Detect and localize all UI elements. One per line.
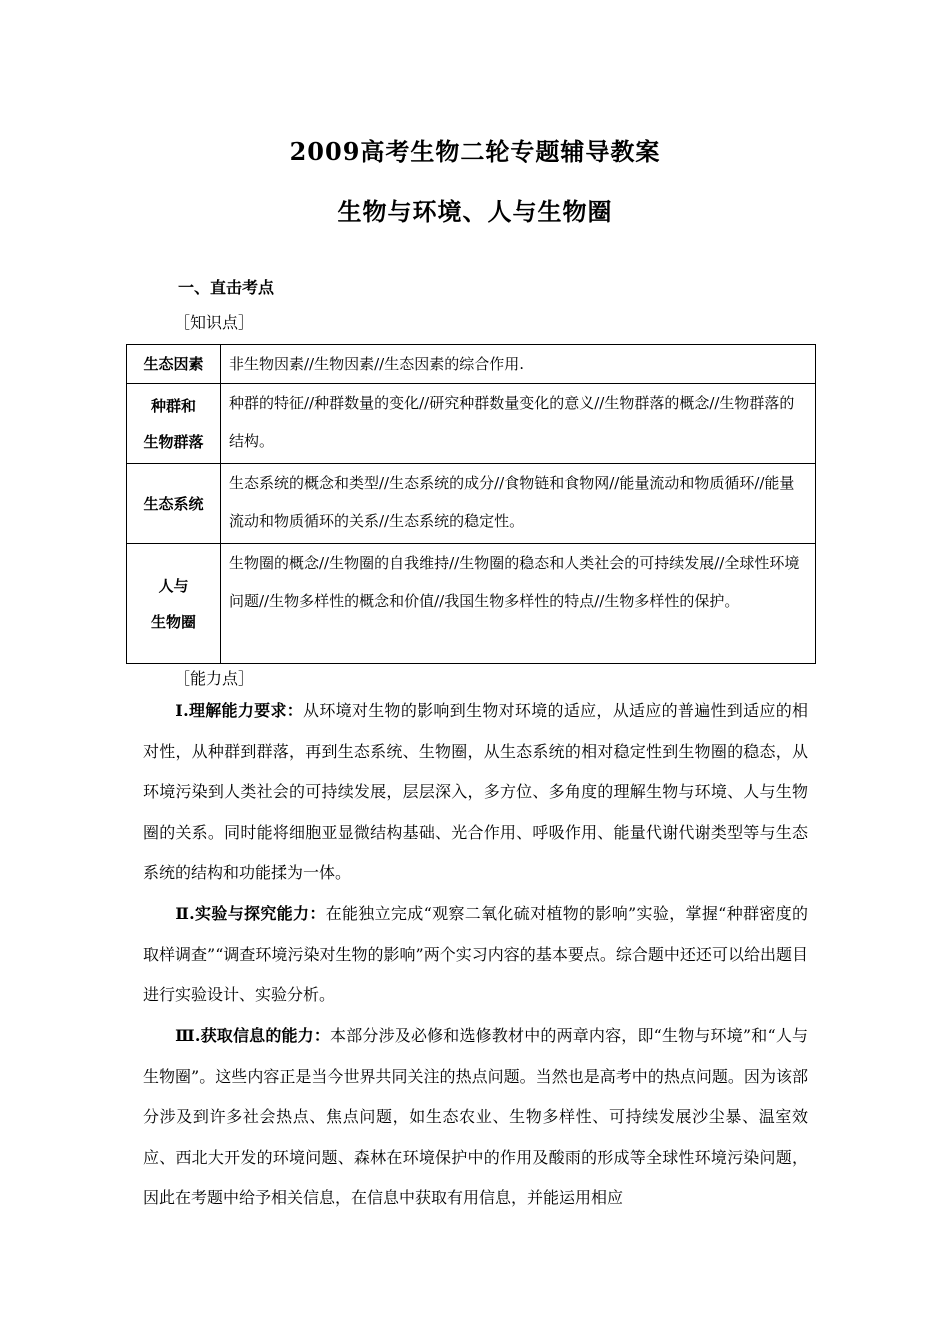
row-label-line: 人与 [158,576,189,595]
row-label [127,384,221,464]
table-row [127,345,816,384]
ability-heading: Ⅲ.获取信息的能力： [175,1026,331,1045]
table-row [127,384,816,464]
row-content: 生态系统的概念和类型//生态系统的成分//食物链和食物网//能量流动和物质循环//能量流动和物质循环的关系//生态系统的稳定性。 [221,464,816,544]
ability-paragraph-experiment [143,894,808,1016]
ability-heading: Ⅰ.理解能力要求： [175,701,304,720]
row-label [127,464,221,544]
row-content: 种群的特征//种群数量的变化//研究种群数量变化的意义//生物群落的概念//生物群落的结构。 [221,384,816,464]
table-row [127,464,816,544]
row-label-line: 生态系统 [143,494,204,513]
row-label-line: 种群和 [150,396,196,415]
row-content: 非生物因素//生物因素//生态因素的综合作用. [221,345,816,384]
row-content: 生物圈的概念//生物圈的自我维持//生物圈的稳态和人类社会的可持续发展//全球性环境问题//生物多样性的概念和价值//我国生物多样性的特点//生物多样性的保护。 [221,544,816,664]
ability-paragraph-comprehension [143,691,808,894]
document-subtitle: 生物与环境、人与生物圈 [337,197,613,226]
row-label-line: 生物圈 [150,612,196,631]
ability-heading: Ⅱ.实验与探究能力： [175,904,326,923]
knowledge-points-label: ［知识点］ [174,313,255,332]
ability-points-label: ［能力点］ [174,669,255,688]
row-label [127,544,221,664]
ability-text: 从环境对生物的影响到生物对环境的适应，从适应的普遍性到适应的相对性，从种群到群落，再到生态系统、生物圈，从生态系统的相对稳定性到生物圈的稳态，从环境污染到人类社会的可持续发展，层层深入，多方位、多角度的理解生物与环境、人与生物圈的关系。同时能将细胞亚显微结构基础、光合作用、呼吸作用、能量代谢代谢类型等与生态系统的结构和功能揉为一体。 [143,701,808,883]
table-row [127,544,816,664]
section-heading: 一、直击考点 [178,278,275,297]
ability-paragraph-information [143,1016,808,1219]
row-label [127,345,221,384]
knowledge-table [126,344,816,664]
ability-text: 本部分涉及必修和选修教材中的两章内容，即“生物与环境”和“人与生物圈”。这些内容正是当今世界共同关注的热点问题。当然也是高考中的热点问题。因为该部分涉及到许多社会热点、焦点问题，如生态农业、生物多样性、可持续发展沙尘暴、温室效应、西北大开发的环境问题、森林在环境保护中的作用及酸雨的形成等全球性环境污染问题，因此在考题中给予相关信息，在信息中获取有用信息，并能运用相应 [143,1026,808,1208]
row-label-line: 生态因素 [143,355,204,373]
document-title: 2009高考生物二轮专题辅导教案 [289,137,661,166]
ability-text: 在能独立完成“观察二氧化硫对植物的影响”实验，掌握“种群密度的取样调查”“调查环境污染对生物的影响”两个实习内容的基本要点。综合题中还还可以给出题目进行实验设计、实验分析。 [143,904,808,1005]
row-label-line: 生物群落 [143,432,204,451]
